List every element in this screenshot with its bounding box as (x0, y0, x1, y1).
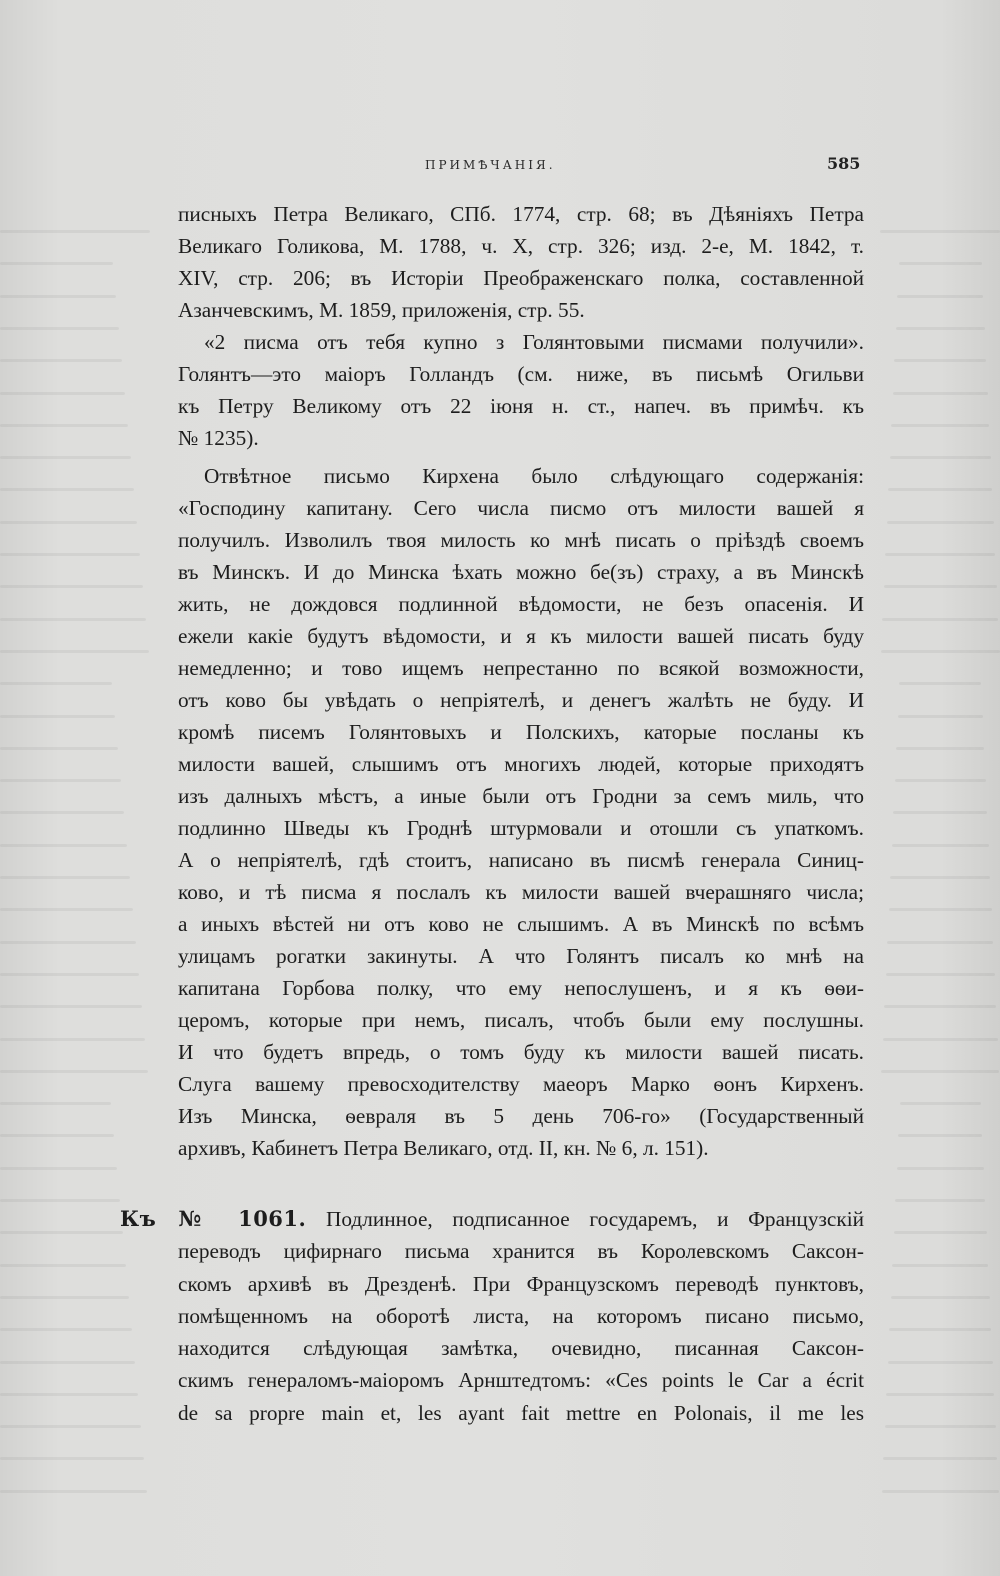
show-through-mark (0, 585, 143, 588)
show-through-mark (0, 1490, 147, 1493)
paragraph (178, 460, 864, 1164)
show-through-mark (0, 908, 133, 911)
text-line: Слуга вашему превосходителству маеоръ Марко ѳонъ Кирхенъ. (178, 1072, 864, 1096)
show-through-mark (890, 456, 991, 459)
show-through-mark (881, 650, 1000, 653)
text-line: № 1235). (178, 426, 259, 450)
show-through-mark (887, 941, 993, 944)
show-through-mark (0, 715, 115, 718)
running-title: ПРИМѢЧАНІЯ. (425, 158, 556, 172)
show-through-mark (0, 1296, 129, 1299)
show-through-mark (889, 1328, 991, 1331)
show-through-mark (885, 553, 995, 556)
show-through-mark (898, 1134, 982, 1137)
show-through-mark (0, 811, 124, 814)
text-line: скимъ генераломъ-маіоромъ Арнштедтомъ: «Ces points le Car a écrit (178, 1368, 864, 1393)
note-reference-1061 (120, 1203, 864, 1429)
text-line: подлинно Шведы къ Гроднѣ штурмовали и отошли съ упаткомъ. (178, 816, 864, 840)
show-through-mark (893, 811, 987, 814)
show-through-mark (882, 618, 998, 621)
paragraph (178, 326, 864, 454)
show-through-mark (883, 1457, 997, 1460)
show-through-mark (893, 392, 988, 395)
text-line: Великаго Голикова, М. 1788, ч. X, стр. 326; изд. 2-е, М. 1842, т. (178, 234, 864, 258)
text-line: ково, и тѣ писма я послалъ къ милости вашей вчерашняго числа; (178, 880, 864, 904)
show-through-mark (884, 1005, 996, 1008)
text-line: улицамъ рогатки закинуты. А что Голянтъ писалъ ко мнѣ на (178, 944, 864, 968)
show-through-mark (892, 1264, 988, 1267)
text-line: милости вашей, слышимъ отъ многихъ людей, которые приходятъ (178, 752, 864, 776)
text-line: въ Минскъ. И до Минска ѣхать можно бе(зъ) страху, а въ Минскѣ (178, 560, 864, 584)
show-through-mark (900, 1102, 981, 1105)
show-through-mark (885, 1425, 996, 1428)
show-through-mark (894, 359, 986, 362)
show-through-mark (0, 682, 112, 685)
text-line: немедленно; и тово ищемъ непрестанно по всякой возможности, (178, 656, 864, 680)
show-through-mark (0, 1005, 142, 1008)
text-line: церомъ, которые при немъ, писалъ, чтобъ были ему послушны. (178, 1008, 864, 1032)
show-through-mark (0, 230, 150, 233)
show-through-mark (0, 973, 139, 976)
show-through-mark (0, 1361, 135, 1364)
show-through-mark (890, 876, 990, 879)
show-through-mark (886, 1393, 994, 1396)
text-line: помѣщенномъ на оборотѣ листа, на которомъ писано письмо, (178, 1303, 864, 1328)
note-first-line-text: Подлинное, подписанное государемъ, и Французскій (325, 1207, 865, 1231)
show-through-mark (0, 876, 130, 879)
show-through-mark (0, 424, 128, 427)
show-through-mark (0, 1167, 117, 1170)
show-through-mark (0, 327, 119, 330)
text-line: а иныхъ вѣстей ни отъ ково не слышимъ. А въ Минскѣ по всѣмъ (178, 912, 864, 936)
text-line: кромѣ писемъ Голянтовыхъ и Полскихъ, каторые посланы къ (178, 720, 864, 744)
note-first-line (120, 1203, 864, 1235)
show-through-mark (0, 1457, 144, 1460)
show-through-mark (0, 941, 136, 944)
text-line: «2 писма отъ тебя купно з Голянтовыми писмами получили». (204, 330, 864, 354)
show-through-mark (894, 1231, 987, 1234)
text-line: къ Петру Великому отъ 22 іюня н. ст., напеч. въ примѣч. къ (178, 394, 864, 418)
text-line: «Господину капитану. Сего числа писмо отъ милости вашей я (178, 496, 864, 520)
show-through-mark (881, 1070, 999, 1073)
show-through-mark (0, 521, 137, 524)
show-through-mark (0, 1070, 148, 1073)
show-through-mark (0, 359, 122, 362)
show-through-mark (0, 1038, 145, 1041)
page-number: 585 (827, 154, 861, 173)
body-text (178, 198, 864, 1164)
text-line: архивъ, Кабинетъ Петра Великаго, отд. II, кн. № 6, л. 151). (178, 1136, 709, 1160)
show-through-mark (0, 844, 127, 847)
text-line: отъ ково бы увѣдать о непріятелѣ, и денегъ жалѣть не буду. И (178, 688, 864, 712)
show-through-mark (895, 779, 986, 782)
show-through-mark (896, 327, 985, 330)
show-through-mark (0, 779, 121, 782)
show-through-mark (882, 1490, 999, 1493)
text-line: Изъ Минска, ѳевраля въ 5 день 706-го» (Государственный (178, 1104, 864, 1128)
show-through-mark (899, 682, 981, 685)
show-through-mark (891, 424, 989, 427)
show-through-mark (0, 1264, 126, 1267)
show-through-mark (891, 1296, 990, 1299)
show-through-mark (0, 1134, 114, 1137)
show-through-mark (895, 1199, 985, 1202)
text-line: de sa propre main et, les ayant fait mettre en Polonais, il me les (178, 1400, 864, 1425)
text-line: скомъ архивѣ въ Дрезденѣ. При Французскомъ переводѣ пунктовъ, (178, 1271, 864, 1296)
paragraph (178, 198, 864, 326)
show-through-mark (0, 1199, 120, 1202)
show-through-mark (887, 521, 994, 524)
show-through-mark (0, 650, 149, 653)
show-through-mark (897, 1167, 984, 1170)
show-through-mark (898, 715, 983, 718)
text-line: Азанчевскимъ, М. 1859, приложенія, стр. 55. (178, 298, 585, 322)
show-through-mark (880, 230, 1000, 233)
show-through-mark (886, 973, 995, 976)
show-through-mark (889, 908, 992, 911)
text-line: Отвѣтное письмо Кирхена было слѣдующаго содержанія: (204, 464, 864, 488)
text-line: писныхъ Петра Великаго, СПб. 1774, стр. 68; въ Дѣяніяхъ Петра (178, 202, 864, 226)
show-through-mark (0, 392, 125, 395)
show-through-mark (883, 1038, 998, 1041)
show-through-mark (0, 618, 146, 621)
show-through-mark (0, 553, 140, 556)
show-through-mark (0, 1231, 123, 1234)
show-through-mark (897, 295, 983, 298)
show-through-mark (0, 747, 118, 750)
show-through-mark (899, 262, 982, 265)
show-through-mark (892, 844, 989, 847)
show-through-mark (0, 262, 113, 265)
text-line: изъ далныхъ мѣстъ, а иные были отъ Гродни за семъ миль, что (178, 784, 864, 808)
show-through-mark (0, 1102, 111, 1105)
text-line: находится слѣдующая замѣтка, очевидно, писанная Саксон- (178, 1336, 864, 1361)
text-line: Голянтъ—это маіоръ Голландъ (см. ниже, въ письмѣ Огильви (178, 362, 864, 386)
show-through-mark (888, 1361, 993, 1364)
show-through-mark (884, 585, 997, 588)
show-through-mark (0, 1393, 138, 1396)
text-line: жить, не дождовся подлинной вѣдомости, не безъ опасенія. И (178, 592, 864, 616)
note-label: Къ № 1061. (120, 1206, 307, 1231)
running-head (0, 150, 1000, 180)
show-through-mark (896, 747, 984, 750)
show-through-mark (0, 488, 134, 491)
text-line: переводъ цифирнаго письма хранится въ Королевскомъ Саксон- (178, 1239, 864, 1264)
text-line: И что будетъ впредь, о томъ буду къ милости вашей писать. (178, 1040, 864, 1064)
text-line: А о непріятелѣ, гдѣ стоитъ, написано въ писмѣ генерала Синиц- (178, 848, 864, 872)
text-line: ежели какіе будутъ вѣдомости, и я къ милости вашей писать буду (178, 624, 864, 648)
text-line: капитана Горбова полку, что ему непослушенъ, и я къ ѳѳи- (178, 976, 864, 1000)
show-through-mark (0, 1328, 132, 1331)
show-through-mark (0, 295, 116, 298)
text-line: получилъ. Изволилъ твоя милость ко мнѣ писать о пріѣздѣ своемъ (178, 528, 864, 552)
show-through-mark (888, 488, 992, 491)
text-line: XIV, стр. 206; въ Исторіи Преображенскаго полка, составленной (178, 266, 864, 290)
show-through-mark (0, 456, 131, 459)
